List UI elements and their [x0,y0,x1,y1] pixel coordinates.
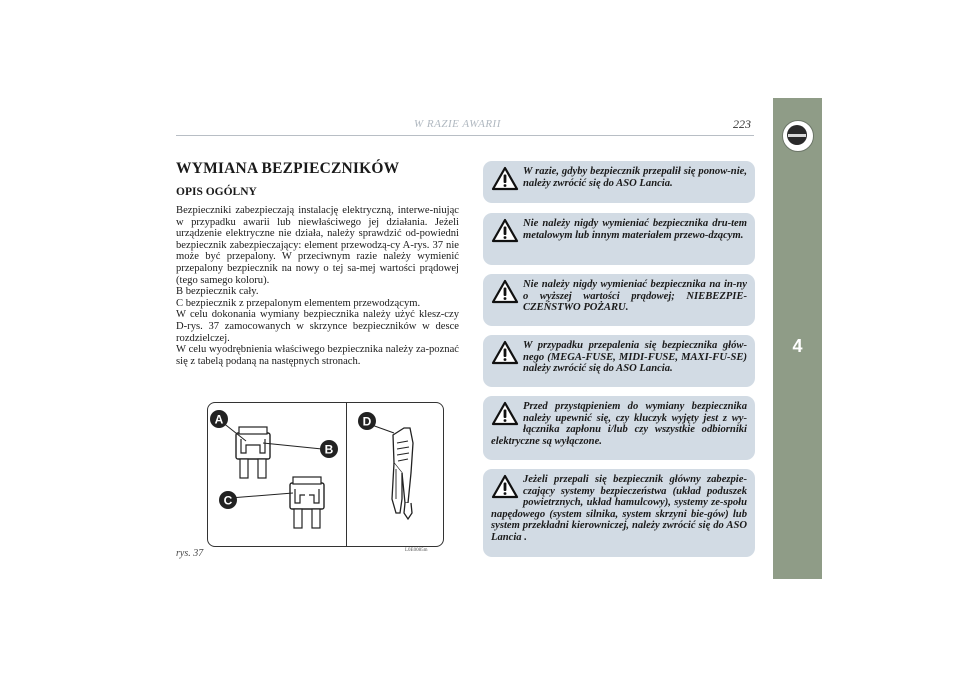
intact-fuse-drawing [236,427,270,478]
warning-triangle-icon [491,340,519,365]
paragraph: W celu wyodrębnienia właściwego bezpiecznika należy za-poznać się z tabelą podaną na następnych stronach. [176,344,459,367]
label-b: B [324,442,334,457]
chapter-sidebar [773,98,822,579]
label-a: A [214,412,224,427]
warning-box [483,335,755,387]
warning-triangle-icon [491,279,519,304]
running-header-title: W RAZIE AWARII [414,118,501,130]
warning-box [483,274,755,326]
body-text [176,205,459,367]
paragraph: W celu dokonania wymiany bezpiecznika należy użyć klesz-czy D-rys. 37 zamocowanych w skrzynce bezpieczników w desce rozdzielczej. [176,309,459,344]
figure-caption: rys. 37 [176,548,204,559]
warning-box [483,396,755,460]
chapter-number: 4 [792,336,803,356]
warning-triangle-icon [491,166,519,191]
label-d: D [362,414,372,429]
list-item: B bezpiecznik cały. [176,286,259,298]
label-b-badge [320,440,338,458]
paragraph: Bezpieczniki zabezpieczają instalację elektryczną, interwe-niując w przypadku awarii lub niewłaściwego jej działania. Jeżeli urządzenie elektryczne nie działa, należy sprawdzić od-powiedni bezpiecznik zabezpieczający: element przewodzą-cy A-rys. 37 nie może być przepalony. W przeciwnym razie należy wymienić przepalony bezpiecznik na nowy o tej sa-mej wartości prądowej (tego samego koloru). [176,205,459,286]
warning-text: Jeżeli przepali się bezpiecznik główny zabezpie-czający systemy bezpieczeństwa (układ poduszek powietrznych, układ hamulcowy), systemy ze-społu napędowego (system silnika, system skrzyni bie-gów) lub system przekładni kierowniczej, należy zwrócić się do ASO Lancia . [491,474,747,543]
figure-code: L0E0085m [405,548,428,553]
lancia-logo-icon [782,120,814,152]
warning-triangle-icon [491,401,519,426]
warning-box [483,161,755,203]
label-c-badge [219,491,237,509]
warning-text: Nie należy nigdy wymieniać bezpiecznika na in-ny o wyższej wartości prądowej; NIEBEZPIE-CZEŃSTWO POŻARU. [523,279,747,314]
warning-triangle-icon [491,474,519,499]
label-c: C [223,493,233,508]
label-d-badge [358,412,376,430]
warning-text: W razie, gdyby bezpiecznik przepalił się ponow-nie, należy zwrócić się do ASO Lancia. [523,166,747,189]
list-item: C bezpiecznik z przepalonym elementem przewodzącym. [176,297,421,309]
page-number: 223 [733,117,751,131]
warning-text: Nie należy nigdy wymieniać bezpiecznika dru-tem metalowym lub innym materiałem przewo-dzącym. [523,218,747,241]
blown-fuse-drawing [290,477,324,528]
header-rule [176,135,754,136]
label-a-badge [210,410,228,428]
section-title: WYMIANA BEZPIECZNIKÓW [176,160,400,177]
warning-box [483,469,755,557]
warning-text: W przypadku przepalenia się bezpiecznika głów-nego (MEGA-FUSE, MIDI-FUSE, MAXI-FU-SE) należy zwrócić się do ASO Lancia. [523,340,747,375]
fuse-illustration [208,403,443,546]
warning-triangle-icon [491,218,519,243]
warning-text: Przed przystąpieniem do wymiany bezpiecznika należy upewnić się, czy kluczyk wyjęty jest z wy-łącznika zapłonu i/lub czy wszystkie odbiorniki elektryczne są wyłączone. [491,401,747,447]
warning-box [483,213,755,265]
fuse-puller-drawing [392,428,413,519]
section-subtitle: OPIS OGÓLNY [176,186,257,198]
fuse-figure [207,402,444,547]
